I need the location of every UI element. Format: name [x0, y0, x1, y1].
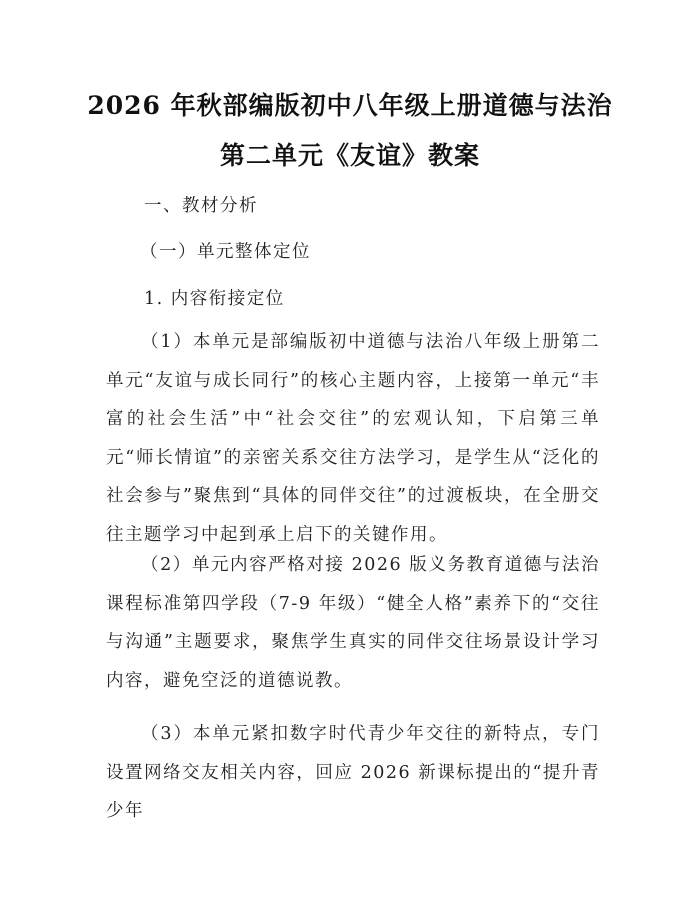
- paragraph-2: （2）单元内容严格对接 2026 版义务教育道德与法治课程标准第四学段（7-9 年级）“健全人格”素养下的“交往与沟通”主题要求，聚焦学生真实的同伴交往场景设计学习内容，避免空泛的道德说教。: [106, 555, 600, 691]
- document-title-line1: 2026 年秋部编版初中八年级上册道德与法治: [87, 91, 613, 120]
- document-title-line2: 第二单元《友谊》教案: [219, 141, 480, 170]
- paragraph-1: （1）本单元是部编版初中道德与法治八年级上册第二单元“友谊与成长同行”的核心主题内容，上接第一单元“丰富的社会生活”中“社会交往”的宏观认知，下启第三单元“师长情谊”的亲密关系交往方法学习，是学生从“泛化的社会参与”聚焦到“具体的同伴交往”的过渡板块，在全册交往主题学习中起到承上启下的关键作用。: [106, 332, 600, 545]
- paragraph-3: （3）本单元紧扣数字时代青少年交往的新特点，专门设置网络交友相关内容，回应 2026 新课标提出的“提升青少年: [106, 724, 600, 821]
- subsection-heading-unit-positioning: （一）单元整体定位: [140, 242, 311, 262]
- subsection-heading-content-connection: 1. 内容衔接定位: [144, 289, 285, 309]
- section-heading-textbook-analysis: 一、教材分析: [144, 196, 258, 216]
